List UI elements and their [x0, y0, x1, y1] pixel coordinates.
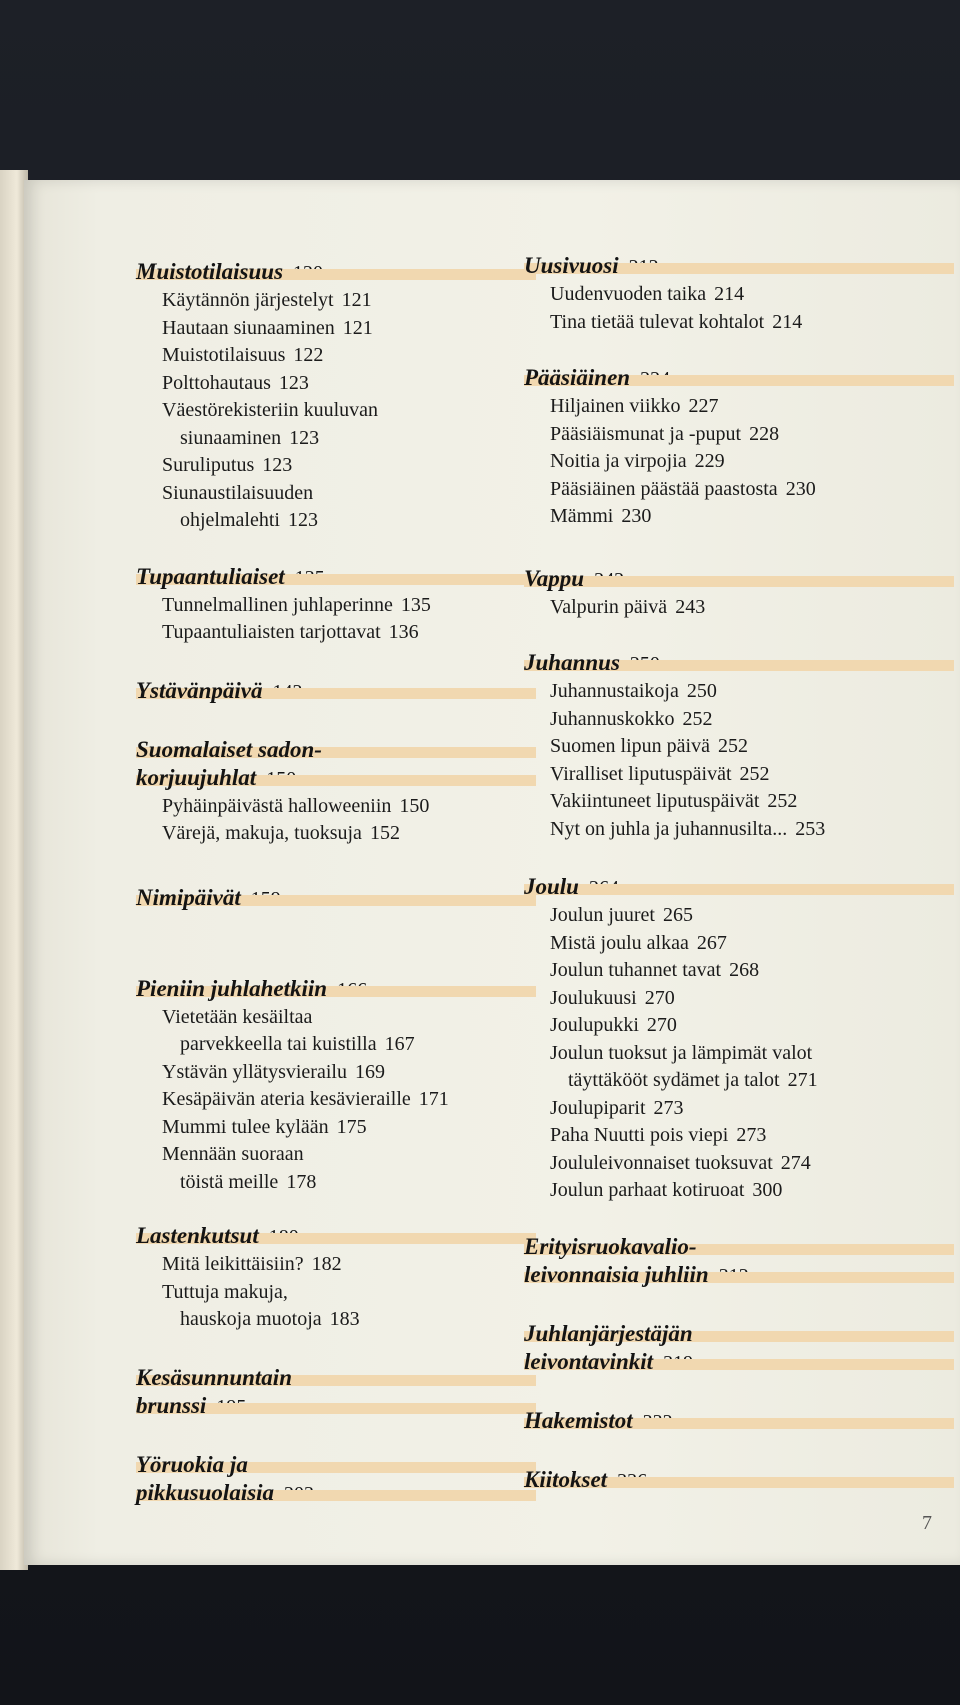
- entry-page-number: 300: [752, 1179, 783, 1201]
- entry-title: Joululeivonnaiset tuoksuvat: [550, 1151, 773, 1174]
- entry-page-number: 182: [311, 1253, 342, 1275]
- section-heading: [524, 252, 954, 281]
- entry-title: Uudenvuoden taika: [550, 283, 707, 305]
- entry-page-number: 273: [736, 1124, 767, 1146]
- toc-entry: [136, 370, 536, 398]
- toc-section: [524, 1466, 954, 1495]
- entry-title: Pyhäinpäivästä halloweeniin: [162, 794, 392, 817]
- section-heading: [136, 975, 536, 1004]
- entry-page-number: 229: [694, 450, 725, 472]
- toc-entry: [136, 820, 536, 848]
- entry-page-number: 252: [717, 735, 748, 757]
- section-heading: [524, 1466, 954, 1495]
- entry-title: Pääsiäinen päästää paastosta: [550, 477, 778, 500]
- entry-title: Vietetään kesäiltaa: [162, 1005, 313, 1028]
- entry-page-number: 227: [688, 395, 719, 417]
- section-title: Yöruokia ja: [136, 1451, 248, 1477]
- section-heading: [524, 1407, 954, 1436]
- entry-title: Pääsiäismunat ja -puput: [550, 422, 742, 445]
- toc-entry: [524, 678, 954, 706]
- toc-entry: [136, 592, 536, 620]
- section-title: Pieniin juhlahetkiin: [136, 975, 328, 1001]
- toc-section: [524, 649, 954, 843]
- toc-entry: [524, 1067, 954, 1095]
- section-heading: [524, 1261, 954, 1290]
- entry-page-number: 273: [653, 1096, 684, 1119]
- entry-title: Tina tietää tulevat kohtalot: [550, 310, 765, 333]
- toc-section: [524, 1320, 954, 1377]
- entry-page-number: 136: [388, 621, 419, 643]
- entry-title: siunaaminen: [180, 426, 282, 449]
- section-heading: [136, 258, 536, 287]
- entry-title: Muistotilaisuus: [162, 344, 286, 366]
- section-title: Erityisruokavalio-: [524, 1233, 697, 1259]
- toc-entry: [524, 902, 954, 930]
- entry-title: Tunnelmallinen juhlaperinne: [162, 593, 393, 616]
- section-heading: [524, 1320, 954, 1348]
- entry-title: Kesäpäivän ateria kesävieraille: [162, 1088, 411, 1110]
- entry-title: Joulun parhaat kotiruoat: [550, 1179, 745, 1201]
- section-heading: [136, 1479, 536, 1508]
- entry-title: Hautaan siunaaminen: [162, 316, 335, 339]
- entry-title: Hiljainen viikko: [550, 395, 681, 417]
- entry-title: Vakiintuneet liputuspäivät: [550, 790, 760, 812]
- entry-page-number: 214: [714, 283, 745, 305]
- section-title: pikkusuolaisia: [136, 1479, 275, 1505]
- entry-page-number: 267: [696, 931, 727, 954]
- section-title: Muistotilaisuus: [136, 259, 284, 284]
- toc-entry: [136, 480, 536, 508]
- section-title: Joulu: [524, 874, 579, 899]
- toc-entry: [136, 507, 536, 535]
- entry-page-number: 214: [772, 310, 803, 333]
- toc-entry: [136, 1059, 536, 1087]
- toc-entry: [136, 1169, 536, 1197]
- entry-title: Ystävän yllätysvierailu: [162, 1060, 347, 1083]
- toc-entry: [524, 393, 954, 421]
- entry-page-number: 122: [293, 344, 324, 366]
- toc-entry: [524, 476, 954, 504]
- toc-entry: [524, 448, 954, 476]
- entry-page-number: 252: [767, 790, 798, 812]
- toc-entry: [136, 1251, 536, 1279]
- toc-entry: [524, 503, 954, 531]
- toc-entry: [524, 421, 954, 449]
- toc-section: [524, 565, 954, 622]
- entry-title: Mennään suoraan: [162, 1143, 304, 1165]
- section-heading: [136, 764, 536, 793]
- toc-entry: [136, 1279, 536, 1307]
- entry-page-number: 123: [287, 509, 318, 531]
- section-title: leivontavinkit: [524, 1348, 654, 1374]
- entry-page-number: 171: [418, 1088, 449, 1110]
- toc-section: [524, 252, 954, 336]
- entry-page-number: 268: [729, 959, 760, 981]
- section-heading: [524, 873, 954, 902]
- section-title: leivonnaisia juhliin: [524, 1261, 709, 1287]
- toc-entry: [524, 594, 954, 622]
- entry-title: Tupaantuliaisten tarjottavat: [162, 621, 381, 643]
- toc-entry: [524, 309, 954, 337]
- toc-entry: [136, 1141, 536, 1169]
- toc-right-column: [524, 252, 954, 1495]
- section-title: Vappu: [524, 565, 585, 591]
- toc-section: [524, 1233, 954, 1290]
- toc-left-column: [136, 258, 536, 1508]
- entry-title: Siunaustilaisuuden: [162, 481, 314, 504]
- section-heading: [524, 364, 954, 393]
- toc-entry: [524, 816, 954, 844]
- entry-page-number: 183: [329, 1308, 360, 1330]
- entry-title: Valpurin päivä: [550, 595, 668, 618]
- toc-entry: [524, 761, 954, 789]
- entry-title: ohjelmalehti: [180, 509, 280, 531]
- entry-title: täyttäkööt sydämet ja talot: [568, 1069, 780, 1091]
- entry-page-number: 243: [675, 595, 706, 618]
- section-heading: [524, 1348, 954, 1377]
- entry-page-number: 250: [686, 680, 717, 702]
- toc-entry: [136, 452, 536, 480]
- entry-page-number: 150: [399, 794, 430, 817]
- entry-title: Värejä, makuja, tuoksuja: [162, 822, 362, 844]
- section-title: Lastenkutsut: [136, 1223, 259, 1248]
- entry-title: Joulun tuhannet tavat: [550, 959, 722, 981]
- toc-section: [136, 677, 536, 706]
- entry-page-number: 274: [780, 1151, 811, 1174]
- entry-title: Polttohautaus: [162, 371, 271, 394]
- entry-page-number: 270: [646, 1014, 677, 1036]
- toc-entry: [136, 315, 536, 343]
- toc-section: [136, 1222, 536, 1334]
- toc-section: [524, 1407, 954, 1436]
- entry-page-number: 228: [749, 422, 780, 445]
- book-page: [24, 180, 960, 1565]
- toc-section: [136, 563, 536, 647]
- entry-title: Joulun tuoksut ja lämpimät valot: [550, 1041, 813, 1064]
- toc-section: [524, 873, 954, 1205]
- section-title: Pääsiäinen: [524, 365, 631, 390]
- toc-entry: [524, 957, 954, 985]
- toc-section: [136, 258, 536, 535]
- entry-page-number: 167: [384, 1033, 415, 1055]
- entry-page-number: 123: [262, 454, 293, 476]
- entry-title: Joulun juuret: [550, 904, 655, 926]
- toc-entry: [524, 1012, 954, 1040]
- section-title: Kesäsunnuntain: [136, 1364, 292, 1390]
- entry-title: Mistä joulu alkaa: [550, 931, 689, 954]
- entry-page-number: 178: [286, 1170, 317, 1193]
- section-title: Uusivuosi: [524, 253, 619, 278]
- toc-entry: [136, 1031, 536, 1059]
- toc-entry: [524, 1177, 954, 1205]
- toc-entry: [524, 1040, 954, 1068]
- section-title: Kiitokset: [524, 1466, 608, 1492]
- toc-entry: [524, 1122, 954, 1150]
- section-heading: [136, 677, 536, 706]
- entry-title: Väestörekisteriin kuuluvan: [162, 399, 379, 421]
- entry-title: Noitia ja virpojia: [550, 450, 687, 472]
- toc-entry: [524, 930, 954, 958]
- toc-entry: [136, 1114, 536, 1142]
- entry-title: hauskoja muotoja: [180, 1308, 322, 1330]
- entry-title: Suomen lipun päivä: [550, 735, 710, 757]
- heading-highlight-bar: [524, 884, 954, 895]
- toc-entry: [136, 793, 536, 821]
- toc-entry: [136, 397, 536, 425]
- section-heading: [136, 736, 536, 764]
- entry-title: Käytännön järjestelyt: [162, 289, 334, 311]
- section-title: brunssi: [136, 1392, 207, 1418]
- toc-entry: [136, 287, 536, 315]
- entry-title: Viralliset liputuspäivät: [550, 762, 732, 785]
- entry-page-number: 271: [787, 1069, 818, 1091]
- section-heading: [136, 1364, 536, 1392]
- entry-title: Juhannustaikoja: [550, 680, 679, 702]
- entry-page-number: 169: [354, 1060, 385, 1083]
- section-title: Tupaantuliaiset: [136, 563, 285, 589]
- entry-page-number: 252: [682, 707, 713, 730]
- toc-entry: [136, 425, 536, 453]
- entry-title: Mämmi: [550, 505, 614, 527]
- section-title: Nimipäivät: [136, 884, 241, 910]
- toc-entry: [524, 1150, 954, 1178]
- entry-title: töistä meille: [180, 1170, 279, 1193]
- entry-page-number: 253: [795, 817, 826, 840]
- entry-page-number: 123: [289, 426, 320, 449]
- toc-section: [136, 1364, 536, 1421]
- section-title: korjuujuhlat: [136, 764, 257, 790]
- entry-page-number: 152: [369, 822, 400, 844]
- entry-page-number: 175: [336, 1115, 367, 1138]
- entry-title: Mummi tulee kylään: [162, 1115, 329, 1138]
- entry-page-number: 230: [621, 505, 652, 527]
- toc-section: [136, 975, 536, 1197]
- toc-entry: [136, 619, 536, 647]
- entry-page-number: 265: [663, 904, 693, 926]
- entry-title: Juhannuskokko: [550, 707, 675, 730]
- section-heading: [136, 1222, 536, 1251]
- section-heading: [524, 1233, 954, 1261]
- toc-entry: [524, 706, 954, 734]
- entry-page-number: 252: [739, 762, 770, 785]
- section-title: Suomalaiset sadon-: [136, 736, 322, 762]
- toc-entry: [524, 1095, 954, 1123]
- section-heading: [136, 884, 536, 913]
- toc-entry: [136, 1086, 536, 1114]
- entry-title: Joulupukki: [550, 1014, 639, 1036]
- toc-entry: [136, 1004, 536, 1032]
- entry-title: Joulukuusi: [550, 986, 637, 1009]
- entry-page-number: 121: [342, 316, 373, 339]
- toc-entry: [524, 788, 954, 816]
- toc-entry: [524, 733, 954, 761]
- toc-entry: [524, 281, 954, 309]
- entry-title: Paha Nuutti pois viepi: [550, 1124, 729, 1146]
- entry-page-number: 270: [644, 986, 675, 1009]
- section-title: Juhlanjärjestäjän: [524, 1320, 693, 1346]
- section-title: Hakemistot: [524, 1407, 633, 1433]
- entry-title: Joulupiparit: [550, 1096, 646, 1119]
- entry-page-number: 135: [400, 593, 431, 616]
- heading-highlight-bar: [524, 576, 954, 587]
- toc-entry: [136, 342, 536, 370]
- toc-section: [524, 364, 954, 531]
- entry-page-number: 123: [278, 371, 309, 394]
- entry-title: Suruliputus: [162, 454, 255, 476]
- section-heading: [524, 565, 954, 594]
- section-heading: [136, 563, 536, 592]
- entry-title: Tuttuja makuja,: [162, 1280, 288, 1303]
- section-heading: [136, 1392, 536, 1421]
- section-title: Juhannus: [524, 650, 620, 675]
- entry-title: parvekkeella tai kuistilla: [180, 1033, 377, 1055]
- toc-section: [136, 1451, 536, 1508]
- entry-page-number: 230: [785, 477, 816, 500]
- section-title: Ystävänpäivä: [136, 677, 263, 703]
- toc-entry: [524, 985, 954, 1013]
- section-heading: [136, 1451, 536, 1479]
- toc-section: [136, 884, 536, 913]
- page-number: 7: [922, 1512, 932, 1534]
- entry-title: Mitä leikittäisiin?: [162, 1253, 304, 1275]
- toc-entry: [136, 1306, 536, 1334]
- section-heading: [524, 649, 954, 678]
- toc-section: [136, 736, 536, 848]
- entry-page-number: 121: [341, 289, 372, 311]
- entry-title: Nyt on juhla ja juhannusilta...: [550, 817, 788, 840]
